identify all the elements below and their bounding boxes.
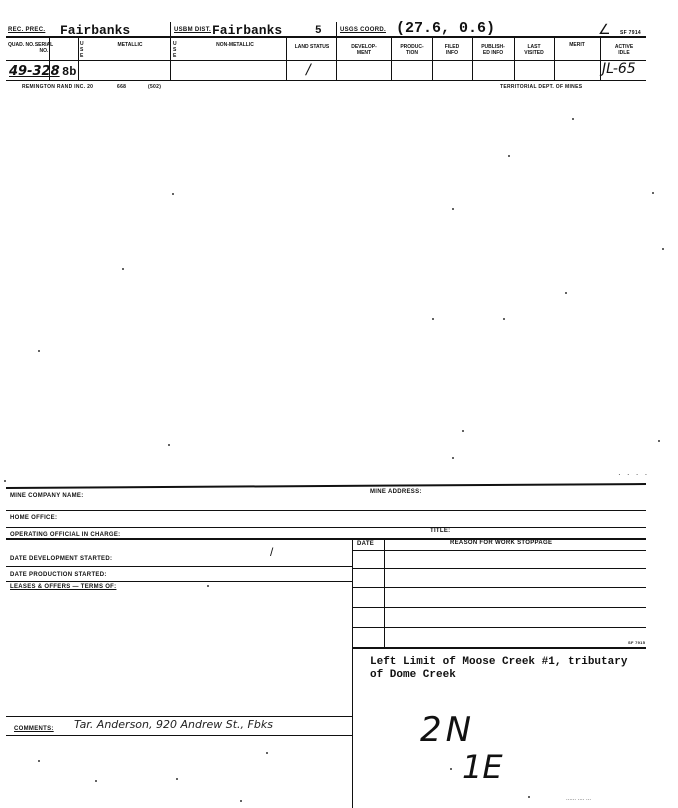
rule [352, 607, 646, 608]
lower-top-rule [6, 483, 646, 489]
speck [452, 208, 454, 210]
dev-started-label: DATE DEVELOPMENT STARTED: [10, 556, 113, 562]
hand-note-township: 2N [420, 710, 476, 750]
date-label: DATE [357, 541, 375, 547]
speck [240, 800, 242, 802]
col-published-info: PUBLISH- ED INFO [481, 44, 505, 56]
form-number-bottom: SF 7915 [628, 640, 646, 645]
col-production: PRODUC- TION [400, 44, 424, 56]
mine-address-label: MINE ADDRESS: [370, 489, 422, 495]
comments-label: COMMENTS: [14, 726, 54, 732]
speck [432, 318, 434, 320]
scan-dots: · · · · [618, 470, 650, 479]
entry-row-rule [6, 80, 646, 81]
leases-label: LEASES & OFFERS — TERMS OF: [10, 584, 117, 590]
printer-code-1: 668 [117, 84, 127, 90]
speck [172, 193, 174, 195]
col-divider [286, 37, 287, 80]
reason-label: REASON FOR WORK STOPPAGE [450, 540, 553, 546]
usbm-dist-value: Fairbanks [212, 23, 283, 38]
col-metallic: METALLIC [117, 42, 143, 48]
speck [95, 780, 97, 782]
rule [352, 568, 646, 569]
printer-label: REMINGTON RAND INC. 20 [22, 84, 94, 90]
column-header-rule [6, 60, 646, 61]
col-merit: MERIT [569, 42, 585, 48]
rule [6, 716, 352, 717]
speck [176, 778, 178, 780]
rec-prec-label: REC. PREC. [8, 27, 46, 33]
usgs-coord-value: (27.6, 0.6) [396, 20, 496, 37]
usgs-coord-label: USGS COORD. [340, 27, 386, 33]
tick-mark: / [270, 545, 274, 559]
rule [352, 587, 646, 588]
title-label: TITLE: [430, 528, 451, 534]
operating-official-label: OPERATING OFFICIAL IN CHARGE: [10, 532, 121, 538]
rec-prec-value: Fairbanks [60, 23, 131, 38]
land-status-value: / [306, 62, 311, 78]
speck [450, 768, 452, 770]
col-divider [78, 37, 79, 80]
rule [352, 550, 646, 551]
col-use-metallic: U S E [80, 41, 84, 59]
location-line-1: Left Limit of Moose Creek #1, tributary [370, 656, 628, 668]
speck [207, 585, 209, 587]
speck [652, 192, 654, 194]
speck [528, 796, 530, 798]
col-last-visited: LAST VISITED [524, 44, 544, 56]
speck [122, 268, 124, 270]
form-number-top: SF 7914 [620, 30, 642, 36]
speck [38, 350, 40, 352]
speck [462, 430, 464, 432]
rule [6, 735, 352, 736]
quad-serial-value: 49-328 [9, 64, 60, 79]
active-idle-value: JL-65 [602, 61, 636, 77]
rule [352, 647, 646, 649]
col-divider [600, 37, 601, 80]
col-filed-info: FILED INFO [444, 44, 460, 56]
speck [565, 292, 567, 294]
speck [38, 760, 40, 762]
prod-started-label: DATE PRODUCTION STARTED: [10, 572, 107, 578]
divider-usgs [336, 22, 337, 80]
printer-code-2: (502) [148, 84, 162, 90]
speck [266, 752, 268, 754]
col-non-metallic: NON-METALLIC [216, 42, 254, 48]
mine-company-label: MINE COMPANY NAME: [10, 493, 84, 499]
col-land-status: LAND STATUS [294, 44, 330, 50]
col-serial-no: SERIAL NO. [34, 42, 54, 54]
col-use-nonmetallic: U S E [173, 41, 177, 59]
speck [452, 457, 454, 459]
speck [168, 444, 170, 446]
col-quad-no: QUAD. NO. [8, 42, 35, 48]
divider-usbm [170, 22, 171, 80]
speck [658, 440, 660, 442]
bottom-smudge: ...... .... ... [566, 796, 592, 802]
location-line-2: of Dome Creek [370, 669, 456, 681]
speck [662, 248, 664, 250]
speck [572, 118, 574, 120]
col-divider [554, 37, 555, 80]
col-development: DEVELOP- MENT [351, 44, 377, 56]
rule [6, 527, 646, 528]
hand-note-range: 1E [462, 748, 503, 786]
rule [6, 510, 646, 511]
serial-value: 8b [62, 65, 77, 79]
usbm-dist-number: 5 [315, 25, 322, 37]
home-office-label: HOME OFFICE: [10, 515, 58, 521]
col-active-idle: ACTIVE IDLE [614, 44, 634, 56]
territorial-label: TERRITORIAL DEPT. OF MINES [500, 84, 583, 90]
usbm-dist-label: USBM DIST. [174, 27, 212, 33]
speck [508, 155, 510, 157]
corner-mark: ∠ [598, 22, 611, 38]
rule [352, 627, 646, 628]
speck [503, 318, 505, 320]
rule [6, 566, 352, 567]
col-divider [391, 37, 392, 80]
speck [4, 480, 6, 482]
lower-vertical-divider [352, 538, 353, 808]
comments-value: Tar. Anderson, 920 Andrew St., Fbks [74, 718, 273, 731]
date-column-divider [384, 538, 385, 648]
rule [6, 581, 352, 582]
